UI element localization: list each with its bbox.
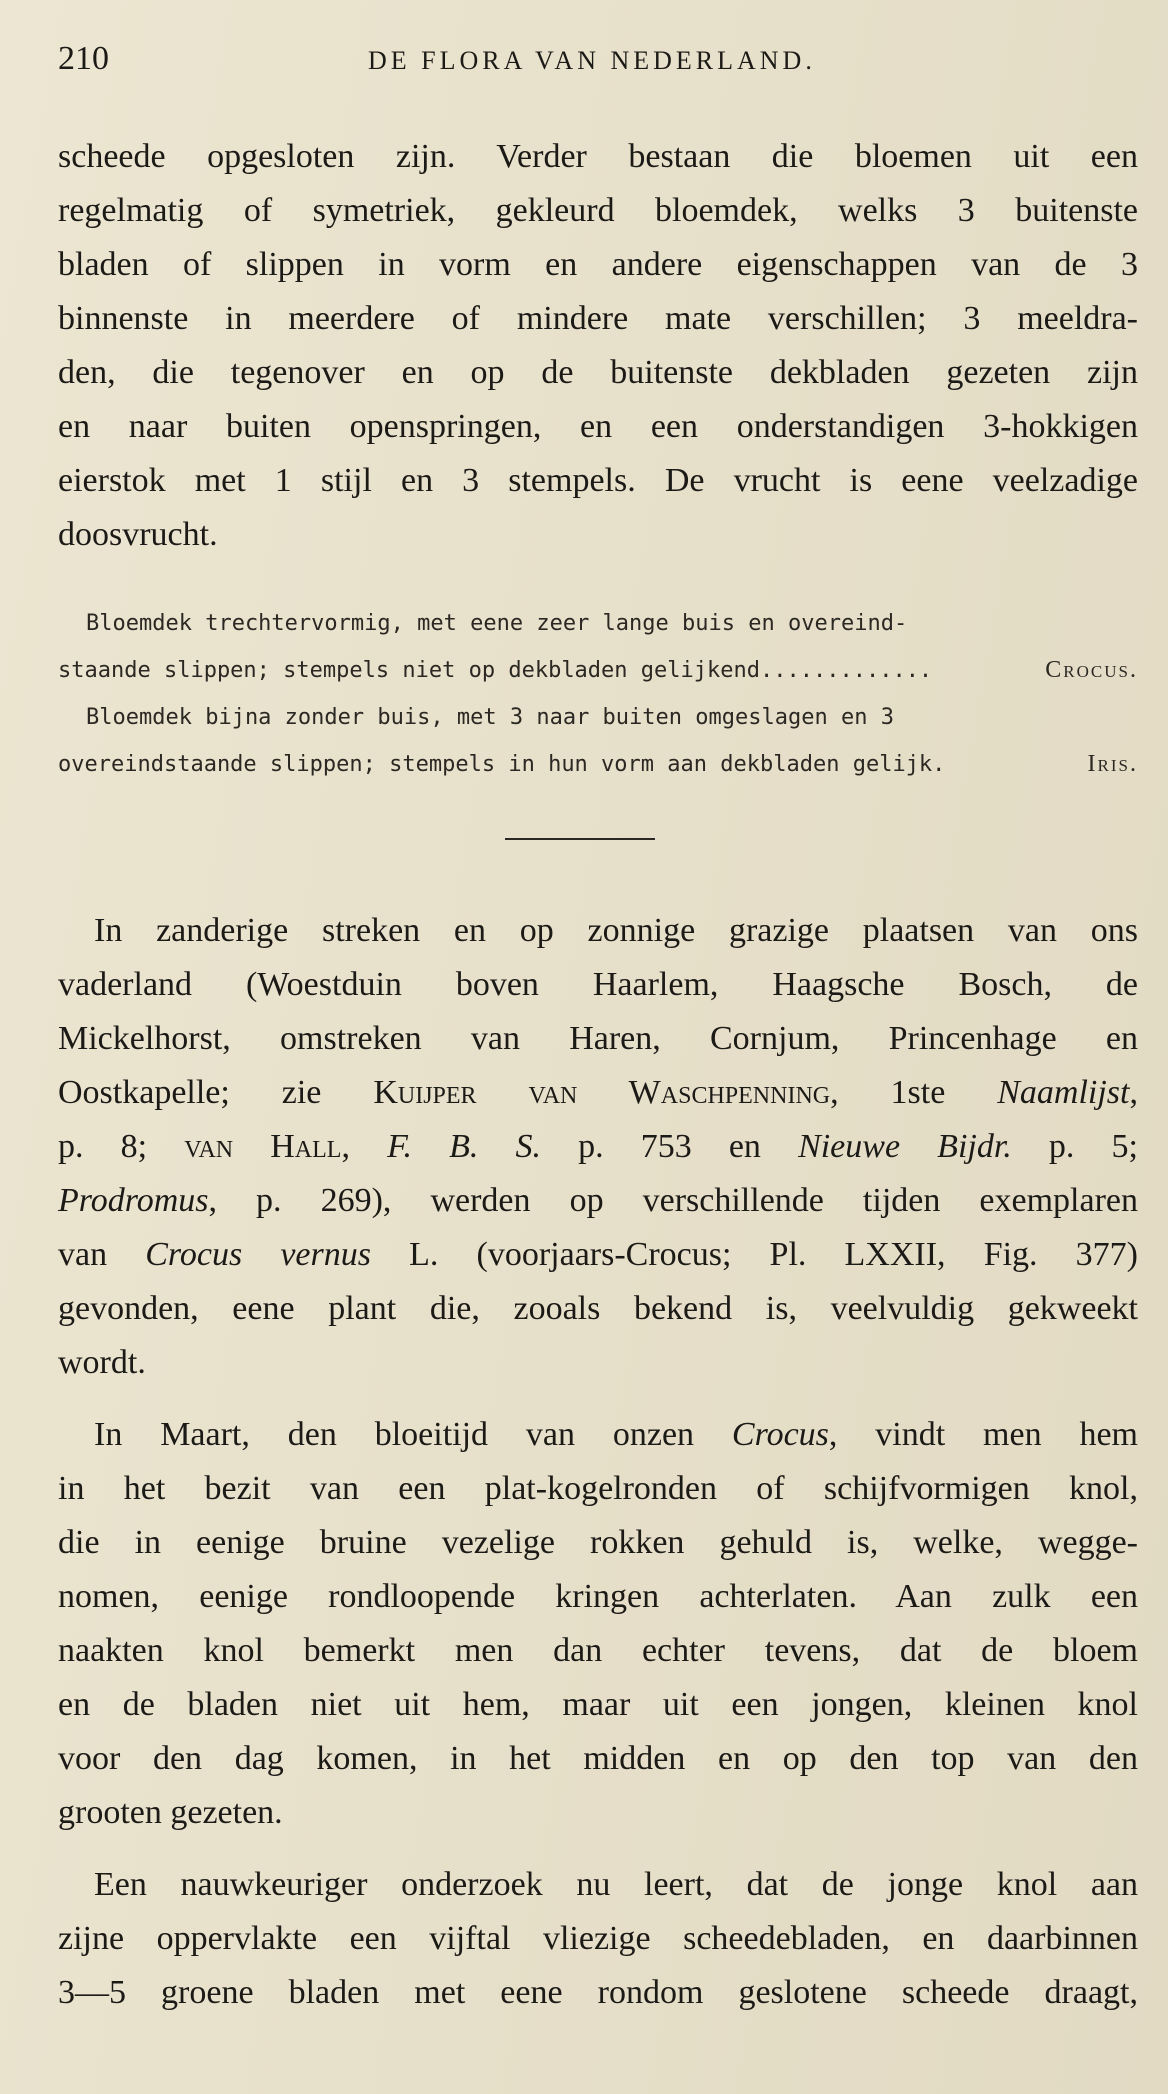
key-row <box>58 600 1138 647</box>
text-line: gevonden, eene plant die, zooals bekend is, veelvuldig gekweekt <box>58 1290 1138 1327</box>
key-row <box>58 647 1138 694</box>
text-line: Mickelhorst, omstreken van Haren, Cornjum, Princenhage en <box>58 1020 1138 1057</box>
work-title: Naamlijst <box>997 1074 1130 1111</box>
text-run: , p. 269), werden op verschillende tijden exemplaren <box>208 1182 1138 1219</box>
text-line: bladen of slippen in vorm en andere eigenschappen van de 3 <box>58 246 1138 283</box>
text-run: Oostkapelle; zie <box>58 1074 374 1111</box>
text-line: wordt. <box>58 1344 146 1381</box>
genus-name: Crocus <box>731 1416 829 1453</box>
text-line <box>58 1066 1138 1120</box>
text-run: , 1ste <box>830 1074 998 1111</box>
key-row <box>58 741 1138 788</box>
text-run: p. 8; <box>58 1128 185 1165</box>
author-name: van Hall <box>184 1128 342 1165</box>
text-line: doosvrucht. <box>58 516 218 553</box>
work-title: Nieuwe Bijdr. <box>798 1128 1012 1165</box>
text-run: , <box>1129 1074 1138 1111</box>
page-header <box>58 40 1128 90</box>
text-line: en naar buiten openspringen, en een onderstandigen 3-hokkigen <box>58 408 1138 445</box>
species-name: Crocus vernus <box>145 1236 371 1273</box>
text-line: nomen, eenige rondloopende kringen achterlaten. Aan zulk een <box>58 1578 1138 1615</box>
text-line: die in eenige bruine vezelige rokken gehuld is, welke, wegge- <box>58 1524 1138 1561</box>
text-line: binnenste in meerdere of mindere mate verschillen; 3 meeldra- <box>58 300 1138 337</box>
text-line: In zanderige streken en op zonnige grazige plaatsen van ons <box>94 912 1138 949</box>
text-line: grooten gezeten. <box>58 1794 283 1831</box>
key-row <box>58 694 1138 741</box>
text-run: van <box>58 1236 146 1273</box>
text-run: In Maart, den bloeitijd van onzen <box>94 1416 732 1453</box>
key-genus: Crocus. <box>1045 657 1138 683</box>
paragraph-gap <box>58 1840 1138 1858</box>
author-name: Kuijper van Waschpenning <box>373 1074 831 1111</box>
text-line: in het bezit van een plat-kogelronden of schijfvormigen knol, <box>58 1470 1138 1507</box>
text-line <box>58 1174 1138 1228</box>
text-line: regelmatig of symetriek, gekleurd bloemdek, welks 3 buitenste <box>58 192 1138 229</box>
text-run: p. 5; <box>1011 1128 1138 1165</box>
text-line <box>58 1408 1138 1462</box>
text-run: p. 753 en <box>540 1128 799 1165</box>
section-divider <box>505 838 655 840</box>
text-line <box>58 1228 1138 1282</box>
text-line: zijne oppervlakte een vijftal vliezige scheedebladen, en daarbinnen <box>58 1920 1138 1957</box>
text-line: naakten knol bemerkt men dan echter tevens, dat de bloem <box>58 1632 1138 1669</box>
paragraph-gap <box>58 1390 1138 1408</box>
key-text: overeindstaande slippen; stempels in hun vorm aan dekbladen gelijk. <box>58 752 946 777</box>
text-line: den, die tegenover en op de buitenste dekbladen gezeten zijn <box>58 354 1138 391</box>
text-line: voor den dag komen, in het midden en op den top van den <box>58 1740 1138 1777</box>
intro-paragraph <box>58 130 1138 562</box>
key-text: Bloemdek bijna zonder buis, met 3 naar buiten omgeslagen en 3 <box>86 705 894 730</box>
running-title: DE FLORA VAN NEDERLAND. <box>368 46 816 75</box>
text-run: L. (voorjaars-Crocus; Pl. LXXII, Fig. 377) <box>370 1236 1138 1273</box>
text-line: en de bladen niet uit hem, maar uit een jongen, kleinen knol <box>58 1686 1138 1723</box>
text-line: Een nauwkeuriger onderzoek nu leert, dat de jonge knol aan <box>94 1866 1138 1903</box>
text-line: vaderland (Woestduin boven Haarlem, Haagsche Bosch, de <box>58 966 1138 1003</box>
work-title: F. B. S. <box>387 1128 541 1165</box>
page-number: 210 <box>58 40 109 77</box>
text-line: scheede opgesloten zijn. Verder bestaan die bloemen uit een <box>58 138 1138 175</box>
text-line: eierstok met 1 stijl en 3 stempels. De vrucht is eene veelzadige <box>58 462 1138 499</box>
text-run: , <box>341 1128 388 1165</box>
genus-key <box>58 600 1138 788</box>
body-text <box>58 904 1138 2020</box>
text-line: 3—5 groene bladen met eene rondom geslotene scheede draagt, <box>58 1974 1138 2011</box>
key-genus: Iris. <box>1087 751 1138 777</box>
key-text: staande slippen; stempels niet op dekbladen gelijkend............. <box>58 658 933 683</box>
text-run: , vindt men hem <box>828 1416 1138 1453</box>
text-line <box>58 1120 1138 1174</box>
key-text: Bloemdek trechtervormig, met eene zeer lange buis en overeind- <box>86 611 908 636</box>
work-title: Prodromus <box>58 1182 209 1219</box>
